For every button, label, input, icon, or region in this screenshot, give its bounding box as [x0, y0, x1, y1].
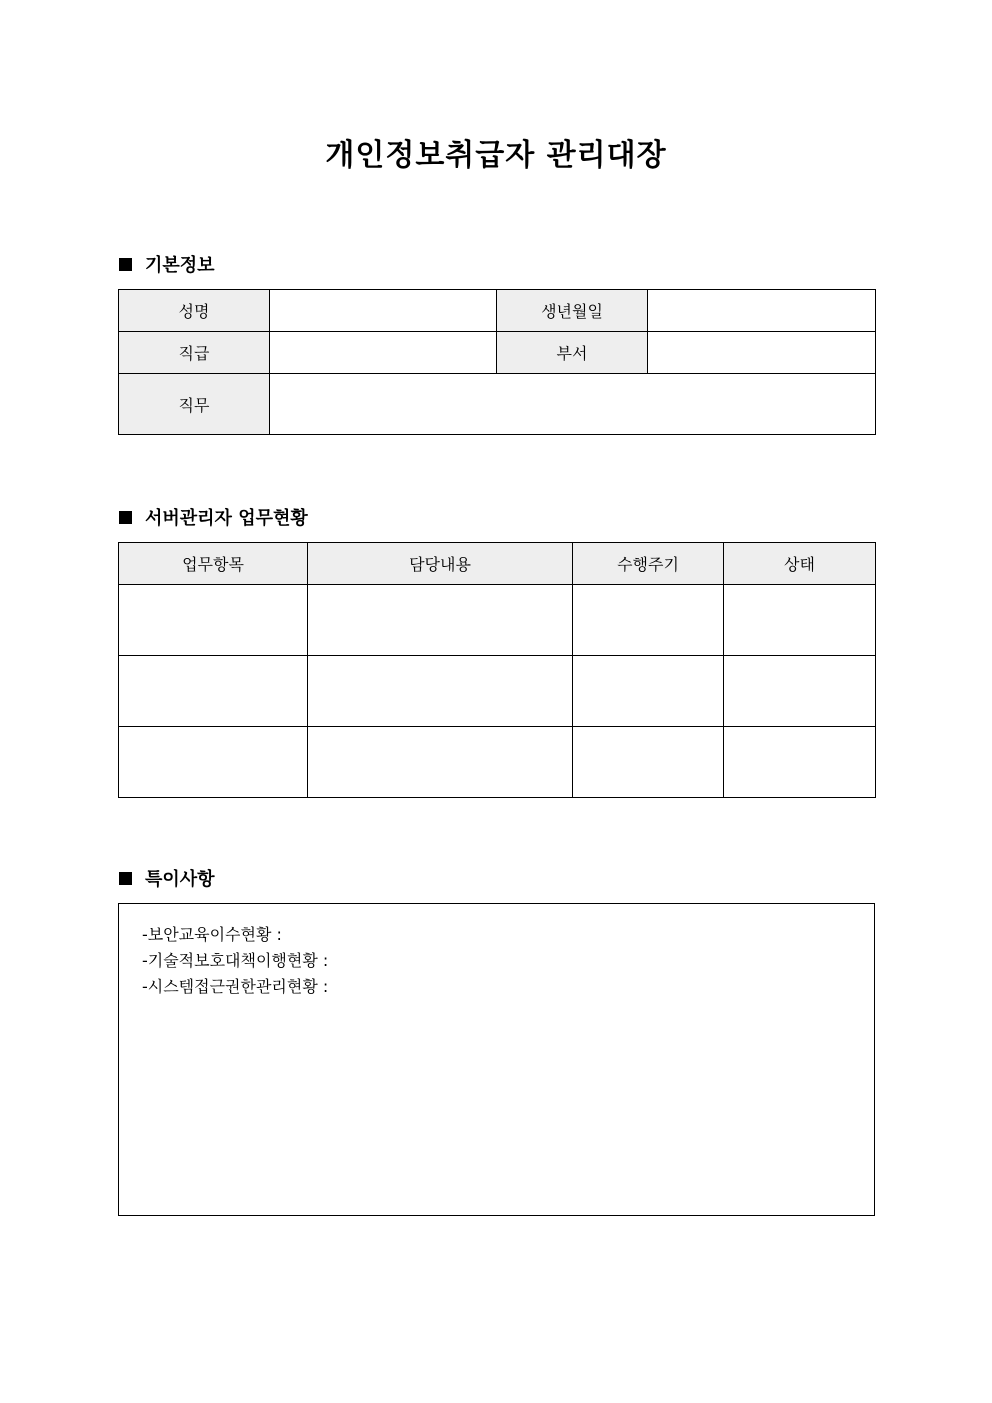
status-cell[interactable]: [724, 656, 876, 727]
note-line-access-control: -시스템접근권한관리현황 :: [142, 977, 329, 996]
duty-value[interactable]: [270, 374, 876, 435]
note-line-education: -보안교육이수현황 :: [142, 925, 282, 944]
basic-info-heading-text: 기본정보: [145, 255, 215, 276]
server-admin-heading: [119, 504, 308, 530]
square-bullet-icon: [119, 872, 132, 885]
name-label: 성명: [119, 290, 270, 332]
column-header-status: 상태: [724, 543, 876, 585]
table-row: [119, 585, 876, 656]
cycle-cell[interactable]: [573, 656, 724, 727]
content-cell[interactable]: [308, 727, 573, 798]
name-value[interactable]: [270, 290, 497, 332]
basic-info-table: [118, 289, 876, 435]
table-row: [119, 727, 876, 798]
cycle-cell[interactable]: [573, 585, 724, 656]
dept-value[interactable]: [648, 332, 876, 374]
column-header-cycle: 수행주기: [573, 543, 724, 585]
cycle-cell[interactable]: [573, 727, 724, 798]
server-admin-table: [118, 542, 876, 798]
task-cell[interactable]: [119, 585, 308, 656]
table-row: [119, 656, 876, 727]
rank-label: 직급: [119, 332, 270, 374]
table-row: [119, 332, 876, 374]
duty-label: 직무: [119, 374, 270, 435]
status-cell[interactable]: [724, 585, 876, 656]
square-bullet-icon: [119, 258, 132, 271]
task-cell[interactable]: [119, 727, 308, 798]
document-title: 개인정보취급자 관리대장: [325, 138, 667, 173]
status-cell[interactable]: [724, 727, 876, 798]
notes-heading: [119, 865, 215, 891]
task-cell[interactable]: [119, 656, 308, 727]
note-line-technical-measures: -기술적보호대책이행현황 :: [142, 951, 329, 970]
dept-label: 부서: [497, 332, 648, 374]
notes-heading-text: 특이사항: [145, 869, 215, 890]
column-header-content: 담당내용: [308, 543, 573, 585]
content-cell[interactable]: [308, 585, 573, 656]
content-cell[interactable]: [308, 656, 573, 727]
table-row: [119, 290, 876, 332]
table-header-row: [119, 543, 876, 585]
basic-info-heading: [119, 251, 215, 277]
notes-box[interactable]: [118, 903, 875, 1216]
birth-label: 생년월일: [497, 290, 648, 332]
table-row: [119, 374, 876, 435]
birth-value[interactable]: [648, 290, 876, 332]
rank-value[interactable]: [270, 332, 497, 374]
server-admin-heading-text: 서버관리자 업무현황: [145, 508, 308, 529]
square-bullet-icon: [119, 511, 132, 524]
column-header-task: 업무항목: [119, 543, 308, 585]
